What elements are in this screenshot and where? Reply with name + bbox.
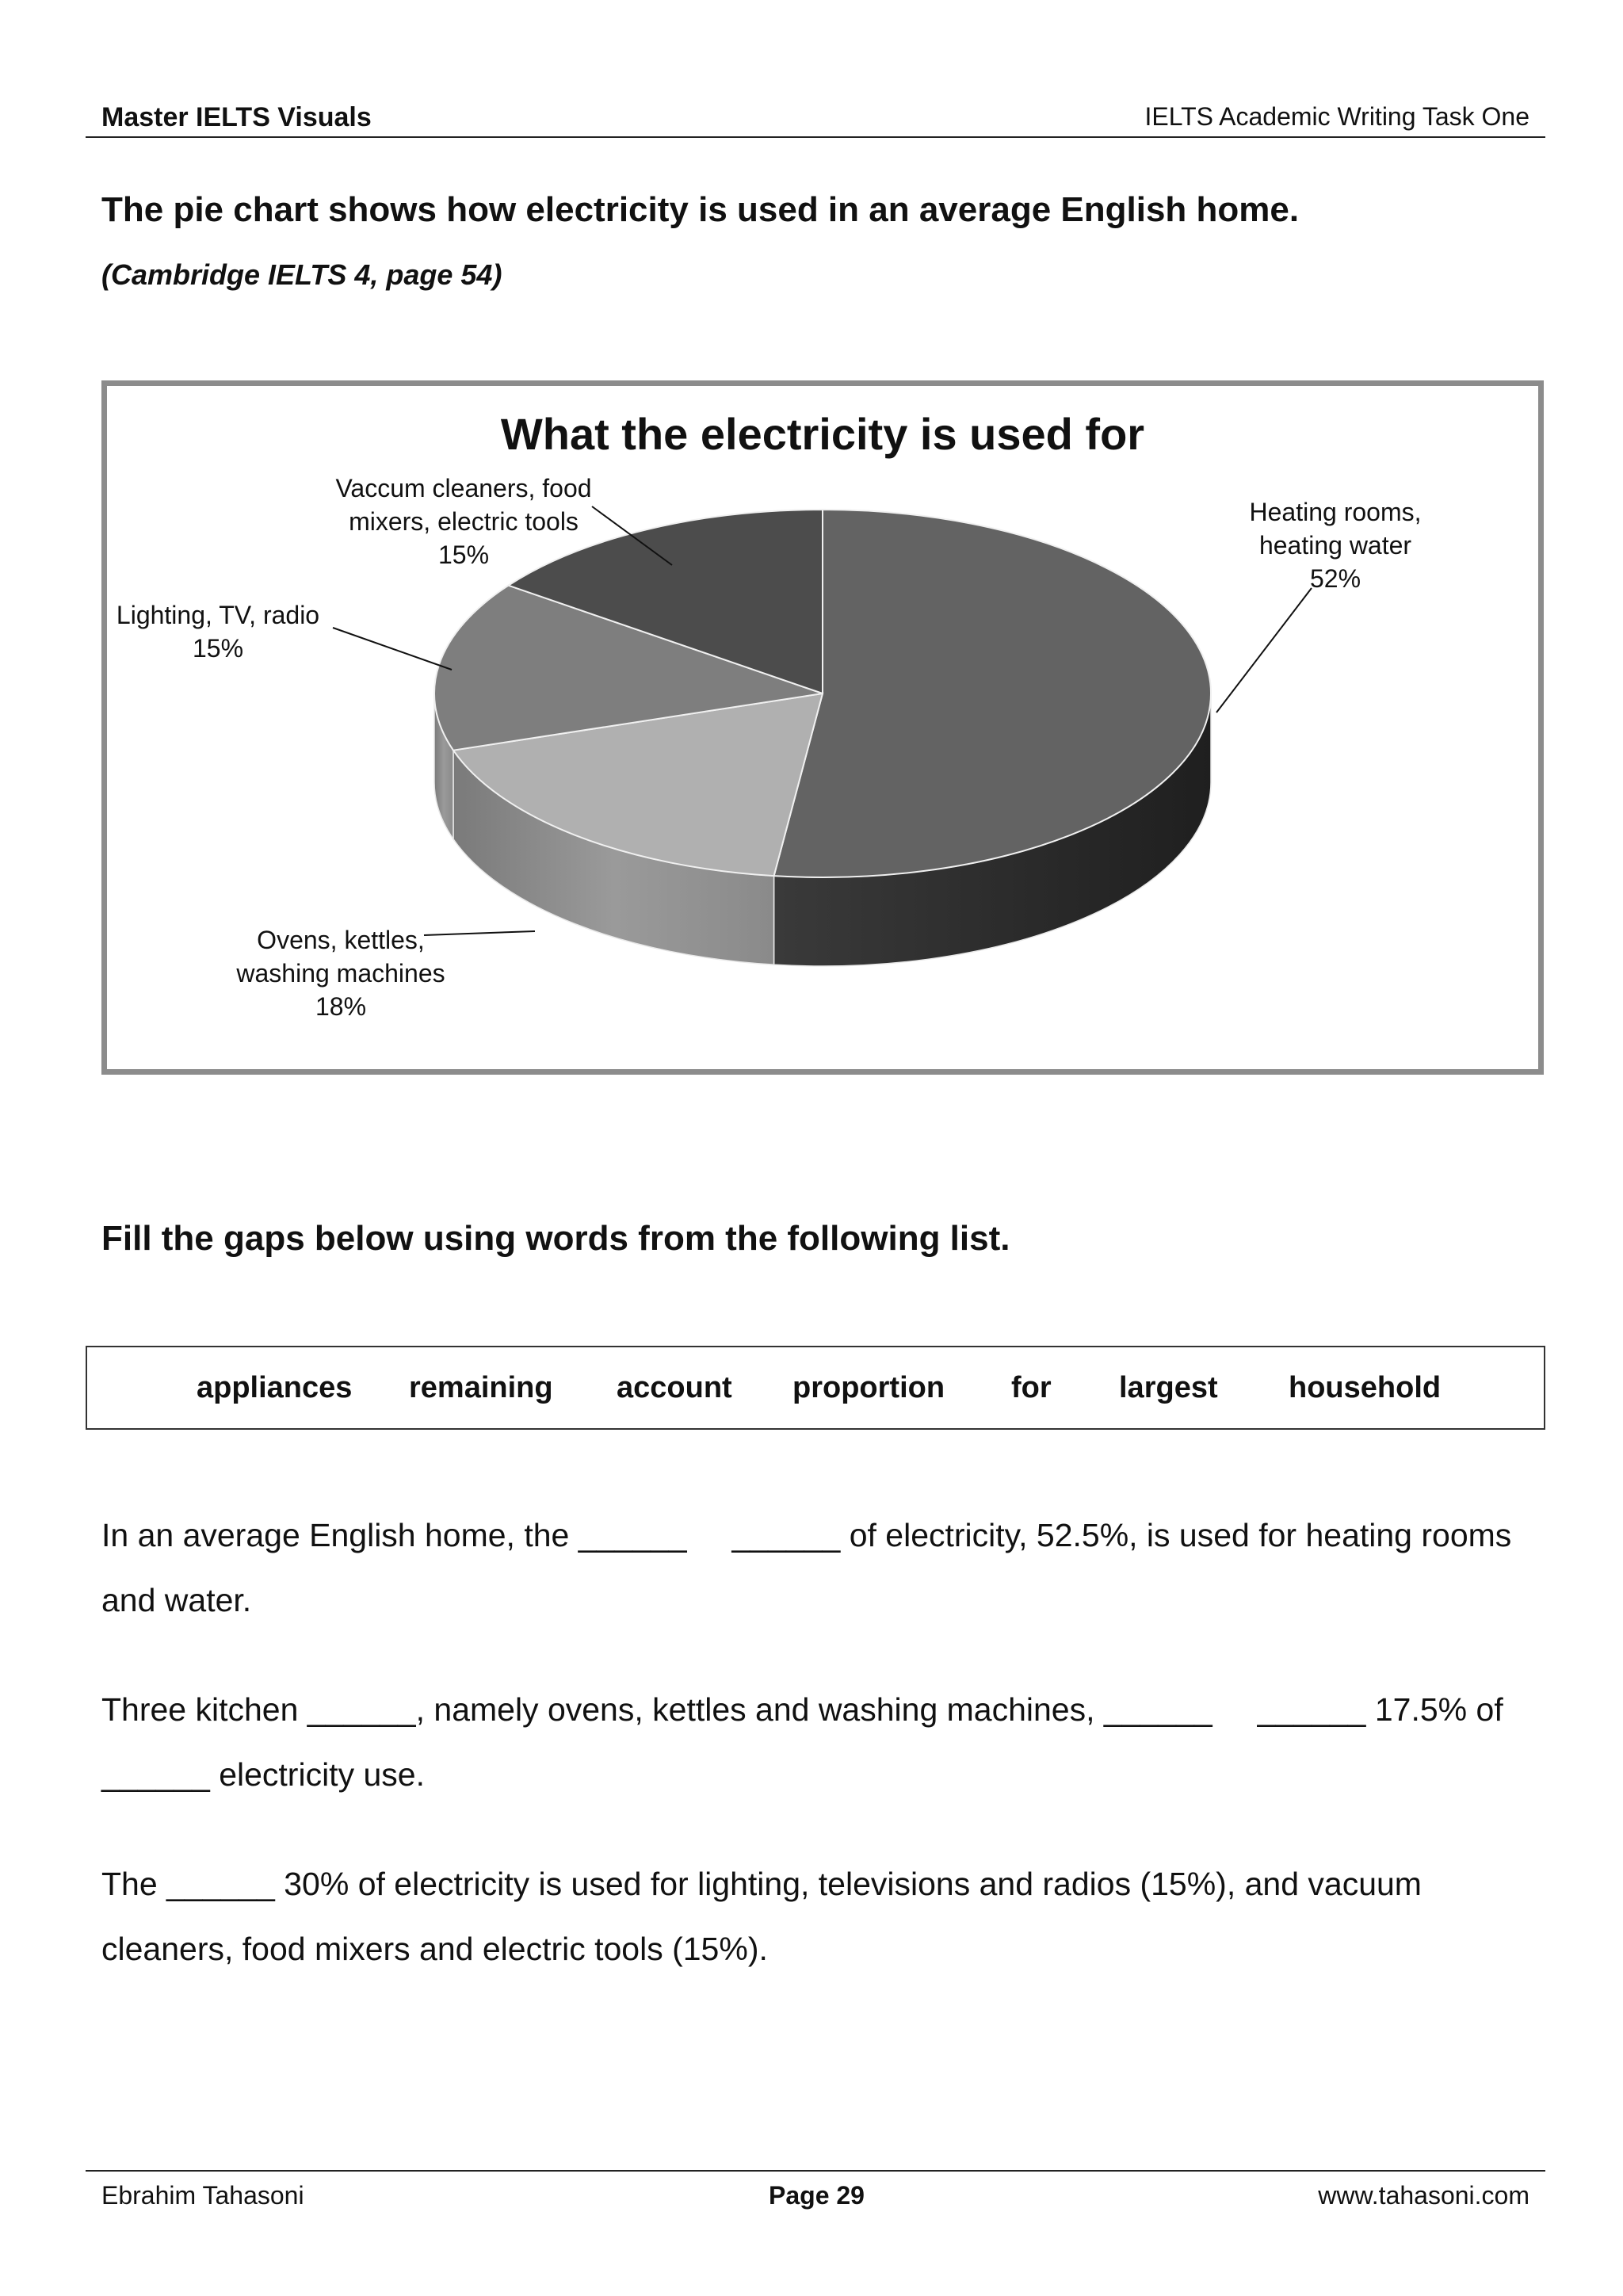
pie-slice-label: [335, 474, 591, 569]
paragraph-line: The ______ 30% of electricity is used for lighting, televisions and radios (15%), and vacuum: [101, 1866, 1422, 1902]
word-list-item: household: [1289, 1371, 1442, 1404]
word-list-item: proportion: [792, 1371, 945, 1404]
pie-slice-label-line: mixers, electric tools: [349, 507, 579, 536]
word-list-item: remaining: [409, 1371, 553, 1404]
gap-fill-instruction: Fill the gaps below using words from the following list.: [101, 1219, 1010, 1258]
footer-page-number: Page 29: [769, 2181, 865, 2210]
page-footer: [86, 2170, 1545, 2219]
task-heading: The pie chart shows how electricity is used in an average English home.: [101, 190, 1300, 229]
label-leader-line: [424, 931, 535, 935]
page-header: [86, 97, 1545, 138]
pie-slice-label-line: 15%: [192, 634, 244, 663]
pie-slice-label: [235, 926, 445, 1021]
pie-slice-label-line: Heating rooms,: [1249, 498, 1422, 526]
paragraph-line: Three kitchen ______, namely ovens, kettles and washing machines, ______ ______ 17.5% of: [101, 1691, 1503, 1728]
gap-fill-paragraph: [101, 1677, 1544, 1807]
pie-chart: [107, 386, 1538, 1069]
pie-slice-label-line: Lighting, TV, radio: [116, 601, 320, 629]
pie-slice-label-line: Ovens, kettles,: [257, 926, 425, 954]
paragraph-line: and water.: [101, 1582, 252, 1618]
pie-slice-label-line: 15%: [437, 541, 490, 569]
task-source: (Cambridge IELTS 4, page 54): [101, 258, 502, 291]
pie-slice-label-line: 18%: [315, 992, 367, 1021]
pie-slice-label-line: heating water: [1258, 531, 1412, 560]
word-list-item: for: [1011, 1371, 1052, 1404]
word-list-item: largest: [1119, 1371, 1218, 1404]
pie-slice-label: [1250, 498, 1422, 593]
pie-slice-label-line: washing machines: [236, 959, 445, 988]
label-leader-line: [333, 628, 452, 670]
pie-slice-label-line: 52%: [1309, 564, 1361, 593]
paragraph-line: cleaners, food mixers and electric tools (15%).: [101, 1931, 768, 1967]
label-leader-line: [1216, 588, 1312, 712]
paragraph-line: ______ electricity use.: [101, 1756, 425, 1793]
footer-author: Ebrahim Tahasoni: [101, 2181, 304, 2210]
chart-title: What the electricity is used for: [500, 409, 1145, 459]
gap-fill-paragraph: [101, 1503, 1544, 1633]
header-book-title: Master IELTS Visuals: [101, 102, 372, 132]
pie-chart-frame: [101, 380, 1544, 1075]
header-section-title: IELTS Academic Writing Task One: [1144, 102, 1529, 131]
word-list-item: appliances: [197, 1371, 353, 1404]
gap-fill-paragraph: [101, 1851, 1544, 1981]
pie-slice-label: [116, 601, 319, 663]
pie-slice-label-line: Vaccum cleaners, food: [335, 474, 592, 502]
paragraph-line: In an average English home, the ______ ______ of electricity, 52.5%, is used for heating rooms: [101, 1517, 1512, 1553]
footer-website: www.tahasoni.com: [1318, 2181, 1529, 2210]
word-list-box: [86, 1346, 1545, 1430]
word-list-item: account: [617, 1371, 732, 1404]
